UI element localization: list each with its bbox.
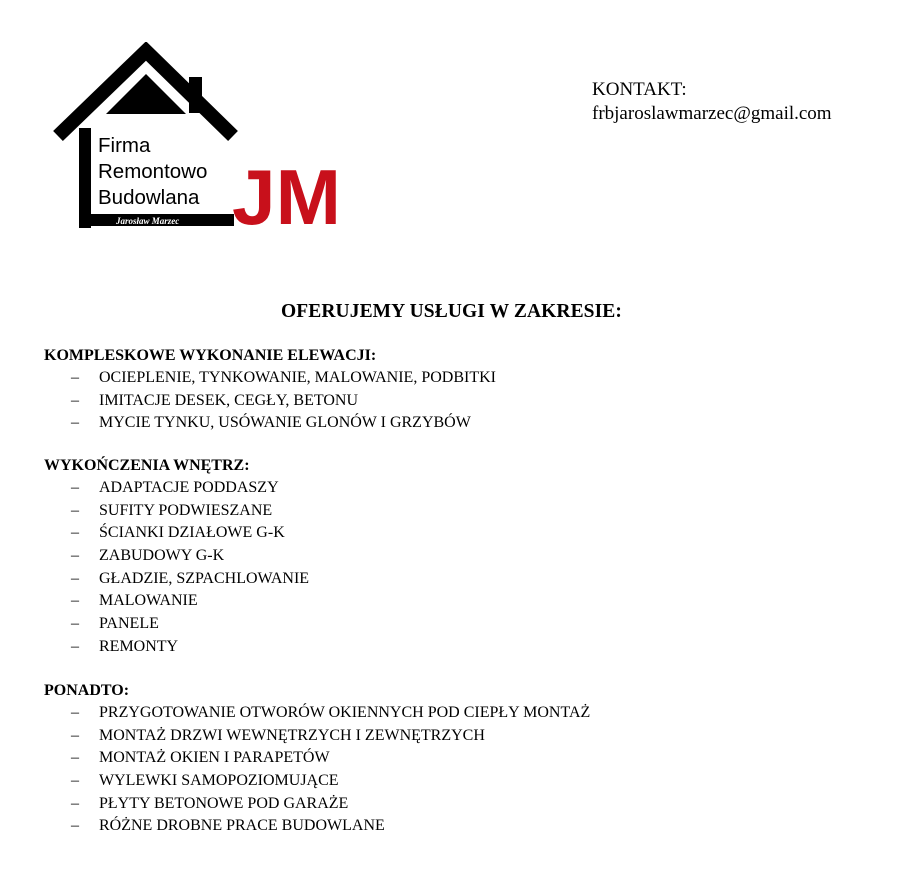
bullet-dash: – <box>71 726 79 744</box>
list-item <box>44 390 864 413</box>
list-item-text: MYCIE TYNKU, USÓWANIE GLONÓW I GRZYBÓW <box>99 414 471 432</box>
bullet-dash: – <box>71 501 79 519</box>
logo-graphic <box>50 42 350 234</box>
list-item-text: ADAPTACJE PODDASZY <box>99 479 279 496</box>
logo-monogram: JM <box>232 153 341 234</box>
list-item <box>44 522 864 545</box>
list-item <box>44 477 864 500</box>
section-facade <box>44 345 864 435</box>
section-title: KOMPLESKOWE WYKONANIE ELEWACJI: <box>44 347 377 364</box>
list-item <box>44 793 864 816</box>
contact-label: KONTAKT: <box>592 79 687 100</box>
list-item-text: OCIEPLENIE, TYNKOWANIE, MALOWANIE, PODBITKI <box>99 369 496 386</box>
logo-line-1: Firma <box>98 134 151 157</box>
section-interior <box>44 455 864 659</box>
bullet-dash: – <box>71 615 79 633</box>
list-item <box>44 770 864 793</box>
bullet-dash: – <box>71 414 79 432</box>
list-item-text: PRZYGOTOWANIE OTWORÓW OKIENNYCH POD CIEPŁY MONTAŻ <box>99 704 591 721</box>
contact-email[interactable]: frbjaroslawmarzec@gmail.com <box>592 103 832 124</box>
list-item <box>44 367 864 390</box>
bullet-dash: – <box>71 749 79 767</box>
bullet-dash: – <box>71 524 79 542</box>
list-item <box>44 815 864 838</box>
company-logo <box>50 42 350 234</box>
house-wall <box>79 128 91 228</box>
list-item-text: ZABUDOWY G-K <box>99 547 225 565</box>
list-item-text: SUFITY PODWIESZANE <box>99 501 273 519</box>
bullet-dash: – <box>71 569 79 587</box>
bullet-dash: – <box>71 479 79 496</box>
section-title: PONADTO: <box>44 682 130 699</box>
list-item <box>44 545 864 568</box>
list-item-text: ŚCIANKI DZIAŁOWE G-K <box>99 524 285 542</box>
list-item <box>44 702 864 725</box>
list-item <box>44 412 864 435</box>
bullet-dash: – <box>71 704 79 721</box>
section-additional <box>44 680 864 838</box>
list-item-text: PANELE <box>99 615 159 633</box>
list-item-text: WYLEWKI SAMOPOZIOMUJĄCE <box>99 772 339 790</box>
list-item <box>44 725 864 748</box>
list-item-text: MONTAŻ OKIEN I PARAPETÓW <box>99 749 330 767</box>
list-item-text: REMONTY <box>99 637 179 655</box>
bullet-dash: – <box>71 772 79 790</box>
logo-owner: Jarosław Marzec <box>116 216 180 226</box>
list-item-text: GŁADZIE, SZPACHLOWANIE <box>99 569 310 587</box>
list-item <box>44 590 864 613</box>
list-item-text: IMITACJE DESEK, CEGŁY, BETONU <box>99 391 359 409</box>
list-item <box>44 747 864 770</box>
bullet-dash: – <box>71 637 79 655</box>
bullet-dash: – <box>71 817 79 835</box>
contact-block <box>592 78 832 126</box>
list-item <box>44 613 864 636</box>
section-title: WYKOŃCZENIA WNĘTRZ: <box>44 457 250 474</box>
list-item <box>44 568 864 591</box>
services-headline: OFERUJEMY USŁUGI W ZAKRESIE: <box>280 301 623 322</box>
bullet-dash: – <box>71 391 79 409</box>
logo-line-3: Budowlana <box>98 186 200 209</box>
bullet-dash: – <box>71 794 79 812</box>
bullet-dash: – <box>71 592 79 610</box>
list-item-text: MALOWANIE <box>99 592 198 610</box>
list-item-text: RÓŻNE DROBNE PRACE BUDOWLANE <box>99 817 385 835</box>
list-item <box>44 636 864 659</box>
bullet-dash: – <box>71 369 79 386</box>
list-item <box>44 500 864 523</box>
list-item-text: MONTAŻ DRZWI WEWNĘTRZYCH I ZEWNĘTRZYCH <box>99 726 485 744</box>
logo-line-2: Remontowo <box>98 160 208 183</box>
list-item-text: PŁYTY BETONOWE POD GARAŻE <box>99 794 349 812</box>
bullet-dash: – <box>71 547 79 565</box>
